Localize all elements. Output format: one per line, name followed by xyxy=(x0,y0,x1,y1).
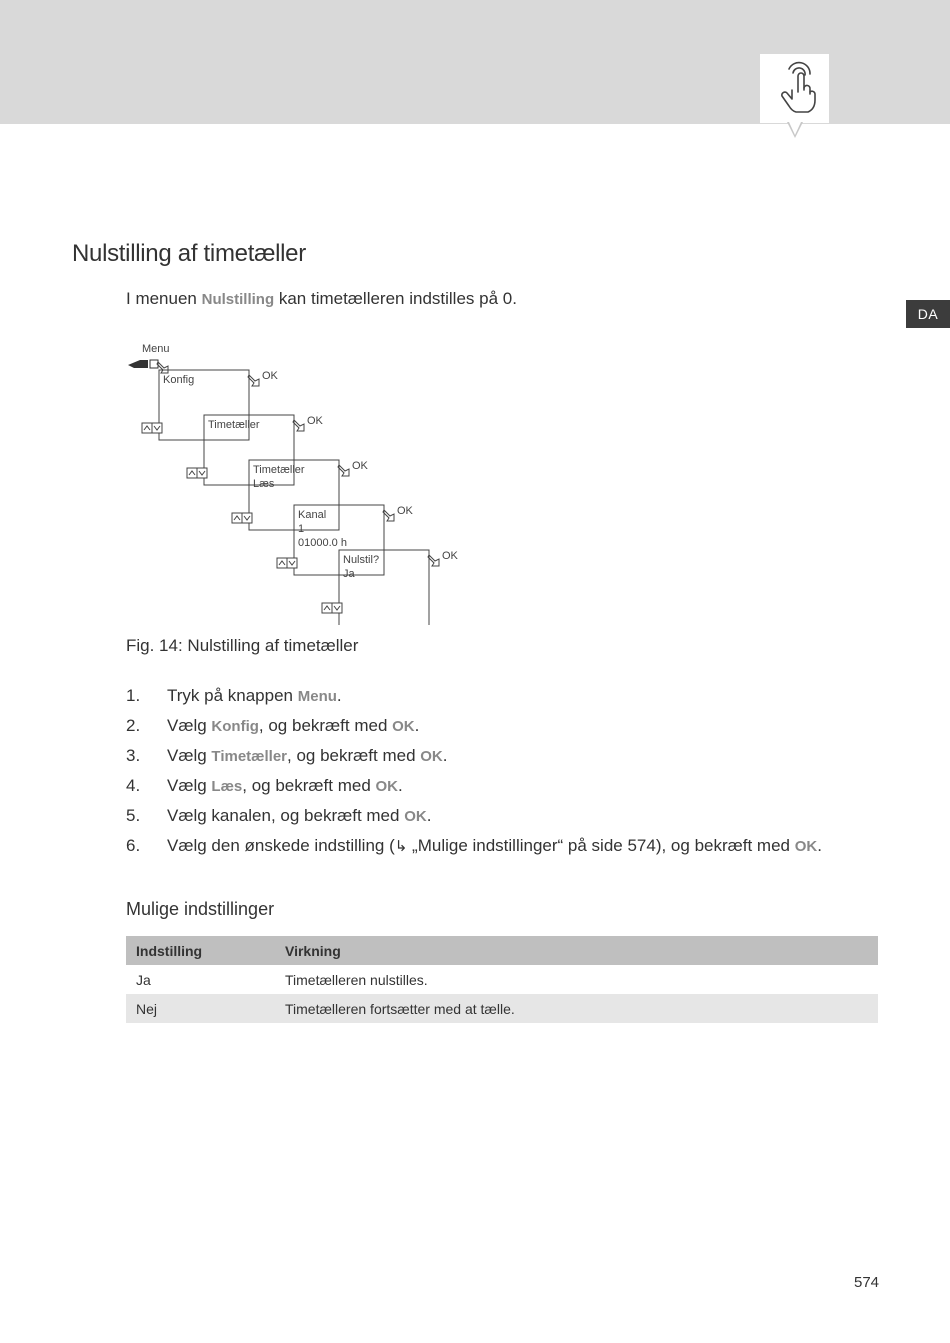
menu-flow-svg xyxy=(120,330,480,625)
down-button-icon xyxy=(197,468,207,478)
step-text: , og bekræft med xyxy=(258,716,393,735)
touch-hand-icon xyxy=(760,54,829,123)
down-button-icon xyxy=(332,603,342,613)
ok-label: OK xyxy=(442,550,458,562)
step-text: Vælg den ønskede indstilling ( xyxy=(167,836,395,855)
intro-text xyxy=(126,289,517,309)
ok-label: OK xyxy=(307,415,323,427)
up-button-icon xyxy=(322,603,332,613)
step-number: 5. xyxy=(126,806,141,825)
menu-flow-diagram xyxy=(120,330,480,630)
ok-press-icon xyxy=(293,420,304,431)
intro-before: I menuen xyxy=(126,289,202,308)
ui-term: OK xyxy=(375,778,398,795)
screen-text: Ja xyxy=(343,568,355,580)
ui-term: OK xyxy=(392,718,415,735)
step-text: . xyxy=(426,806,432,825)
ui-term: Timetæller xyxy=(211,748,288,765)
step-list xyxy=(126,683,822,863)
ui-term: OK xyxy=(420,748,443,765)
menu-label: Menu xyxy=(142,343,170,355)
step-text: . xyxy=(442,746,448,765)
ui-term: OK xyxy=(404,808,427,825)
table-header-setting: Indstilling xyxy=(136,942,203,959)
screen-text: Nulstil? xyxy=(343,554,380,566)
badge-pointer-fill xyxy=(789,122,801,135)
list-item xyxy=(126,803,822,833)
ok-press-icon xyxy=(383,510,394,521)
page-title: Nulstilling af timetæller xyxy=(72,240,306,267)
settings-table xyxy=(126,936,878,1023)
step-text: . xyxy=(398,776,403,795)
cross-reference-arrow-icon: ↳ xyxy=(394,838,408,855)
screen-text: Konfig xyxy=(163,374,195,386)
table-header-effect: Virkning xyxy=(285,942,341,959)
step-text: „Mulige indstillinger“ på side 574), og bekræft med xyxy=(407,836,795,855)
step-number: 2. xyxy=(126,716,141,735)
ui-term: Læs xyxy=(211,778,243,795)
up-button-icon xyxy=(232,513,242,523)
list-item xyxy=(126,713,822,743)
screen-text: 01000.0 h xyxy=(298,537,347,549)
step-text: , og bekræft med xyxy=(287,746,421,765)
step-text: Vælg kanalen, og bekræft med xyxy=(167,806,405,825)
table-cell: Timetælleren fortsætter med at tælle. xyxy=(285,1000,515,1017)
operation-badge xyxy=(760,54,829,123)
figure-caption: Fig. 14: Nulstilling af timetæller xyxy=(126,636,359,655)
screen-text: 1 xyxy=(298,523,305,535)
down-button-icon xyxy=(152,423,162,433)
screen-text: Læs xyxy=(253,478,275,490)
ok-press-icon xyxy=(248,375,259,386)
ui-term: Menu xyxy=(297,688,337,705)
section-title: Mulige indstillinger xyxy=(126,899,275,919)
table-row xyxy=(126,994,878,1023)
language-tab: DA xyxy=(906,300,950,328)
list-item xyxy=(126,833,822,863)
screen-text: Kanal xyxy=(298,509,327,521)
ok-label: OK xyxy=(397,505,413,517)
list-item xyxy=(126,743,822,773)
down-button-icon xyxy=(242,513,252,523)
ok-press-icon xyxy=(428,555,439,566)
step-text: . xyxy=(817,836,822,855)
ok-press-icon xyxy=(338,465,349,476)
step-text: Vælg xyxy=(167,776,212,795)
step-text: Vælg xyxy=(167,746,212,765)
up-button-icon xyxy=(187,468,197,478)
pointing-hand-icon xyxy=(128,360,148,368)
step-text: . xyxy=(336,686,342,705)
table-cell: Ja xyxy=(136,971,151,988)
ui-term: OK xyxy=(794,838,818,855)
step-text: Vælg xyxy=(167,716,212,735)
step-text: Tryk på knappen xyxy=(167,686,298,705)
page-number: 574 xyxy=(854,1274,880,1291)
up-button-icon xyxy=(277,558,287,568)
intro-after: kan timetælleren indstilles på 0. xyxy=(274,289,517,308)
step-number: 1. xyxy=(126,686,141,705)
step-number: 6. xyxy=(126,836,141,855)
table-cell: Timetælleren nulstilles. xyxy=(285,971,428,988)
down-button-icon xyxy=(287,558,297,568)
up-button-icon xyxy=(142,423,152,433)
step-text: . xyxy=(414,716,420,735)
ui-term: Konfig xyxy=(211,718,259,735)
ok-label: OK xyxy=(352,460,368,472)
ok-label: OK xyxy=(262,370,278,382)
table-row xyxy=(126,965,878,994)
list-item xyxy=(126,683,822,713)
list-item xyxy=(126,773,822,803)
step-text: , og bekræft med xyxy=(242,776,376,795)
step-number: 4. xyxy=(126,776,141,795)
screen-text: Timetæller xyxy=(208,419,260,431)
table-header-row xyxy=(126,936,878,965)
table-cell: Nej xyxy=(136,1000,158,1017)
screen-text: Timetæller xyxy=(253,464,305,476)
intro-menu-name: Nulstilling xyxy=(201,291,275,308)
step-number: 3. xyxy=(126,746,141,765)
